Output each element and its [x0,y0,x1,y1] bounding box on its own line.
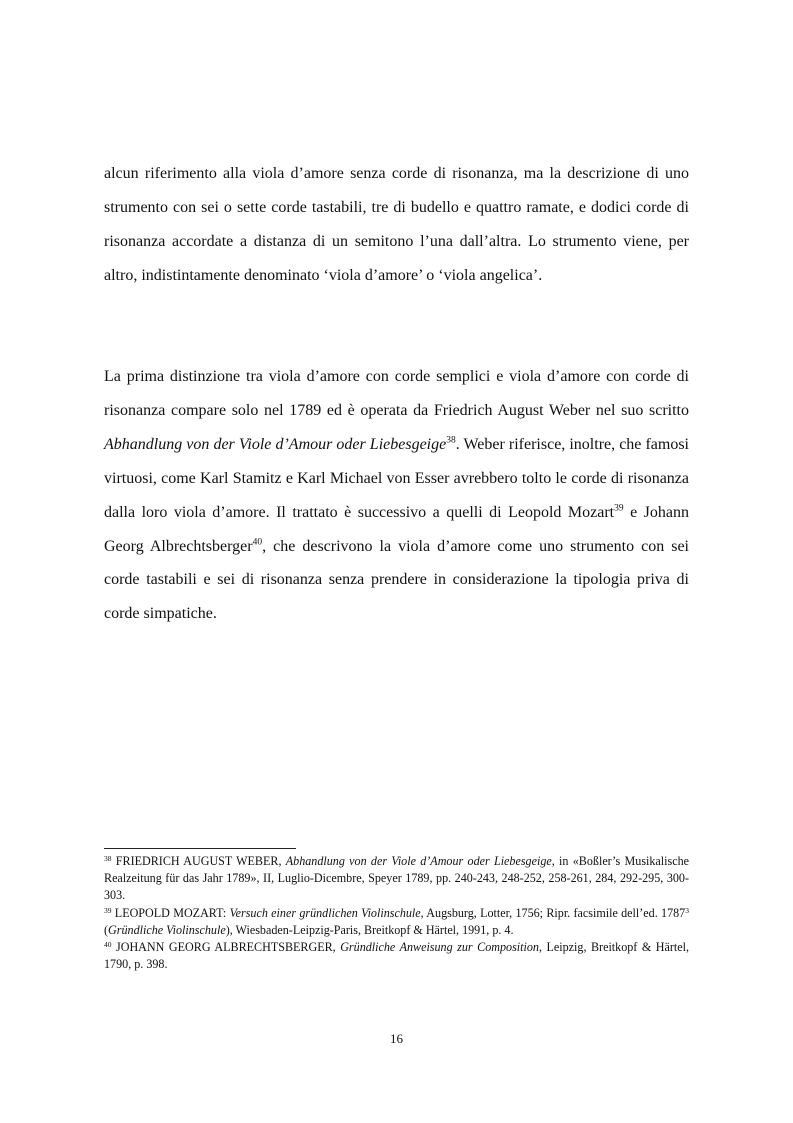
footnote-39 [104,905,689,939]
paragraph-1: alcun riferimento alla viola d’amore senza corde di risonanza, ma la descrizione di uno strumento con sei o sette corde tastabili, tre di budello e quattro ramate, e dodici corde di risonanza accordate a distanza di un semitono l’una dall’altra. Lo strumento viene, per altro, indistintamente denominato ‘viola d’amore’ o ‘viola angelica’. [104,165,689,284]
footnote-ref-40[interactable]: 40 [252,536,263,547]
footnote-40-author: JOHANN GEORG ALBRECHTSBERGER, [111,940,341,955]
footnote-39-paren: ( [104,922,109,937]
footnote-39-title-2: Gründliche Violinschule [108,922,226,937]
page-number: 16 [390,1031,403,1046]
footnote-39-number: 39 [104,905,112,915]
footnote-39-rest: ), Wiesbaden-Leipzig-Paris, Breitkopf & Härtel, 1991, p. 4. [225,922,514,937]
paragraph-2-text-b: . Weber riferisce, inoltre, che famosi virtuosi, come Karl Stamitz e Karl Michael von Esser avrebbero tolto le corde di risonanza dalla loro viola d’amore. Il trattato è successivo a quelli di Leopold Mozart [104,435,690,521]
footnote-ref-38[interactable]: 38 [446,435,456,446]
footnote-40 [104,939,689,973]
footnote-39-author: LEOPOLD MOZART: [111,905,230,920]
footnote-38-number: 38 [104,853,112,863]
footnotes [104,853,689,973]
footnote-39-mid: , Augsburg, Lotter, 1756; Ripr. facsimile dell’ed. 1787 [420,905,686,920]
footnote-38-title: Abhandlung von der Viole d’Amour oder Liebesgeige [285,854,552,868]
footnote-40-number: 40 [104,939,112,949]
footnote-39-title: Versuch einer gründlichen Violinschule [229,905,421,920]
paragraph-2-text-d: , che descrivono la viola d’amore come uno strumento con sei corde tastabili e sei di risonanza senza prendere in considerazione la tipologia priva di corde simpatiche. [104,537,690,623]
weber-treatise-title: Abhandlung von der Viole d’Amour oder Liebesgeige [104,435,447,453]
footnote-40-rest: , Leipzig, Breitkopf & Härtel, 1790, p. 398. [104,940,689,972]
paragraph-2 [104,360,689,631]
paragraph-2-text-a: La prima distinzione tra viola d’amore con corde semplici e viola d’amore con corde di risonanza compare solo nel 1789 ed è operata da Friedrich August Weber nel suo scritto [104,368,689,419]
footnote-40-title: Gründliche Anweisung zur Composition [340,940,539,955]
footnote-39-edition: 3 [685,905,689,915]
footnote-38-rest: , in «Boßler’s Musikalische Realzeitung für das Jahr 1789», II, Luglio-Dicembre, Speyer 1789, pp. 240-243, 248-252, 258-261, 284, 292-295, 300-303. [104,854,690,903]
footnote-38-author: FRIEDRICH AUGUST WEBER, [111,854,286,868]
footnote-separator [104,848,296,849]
footnote-38 [104,853,689,905]
paragraph-2-text-c: e Johann Georg Albrechtsberger [104,503,689,555]
footnote-ref-39[interactable]: 39 [614,502,624,513]
